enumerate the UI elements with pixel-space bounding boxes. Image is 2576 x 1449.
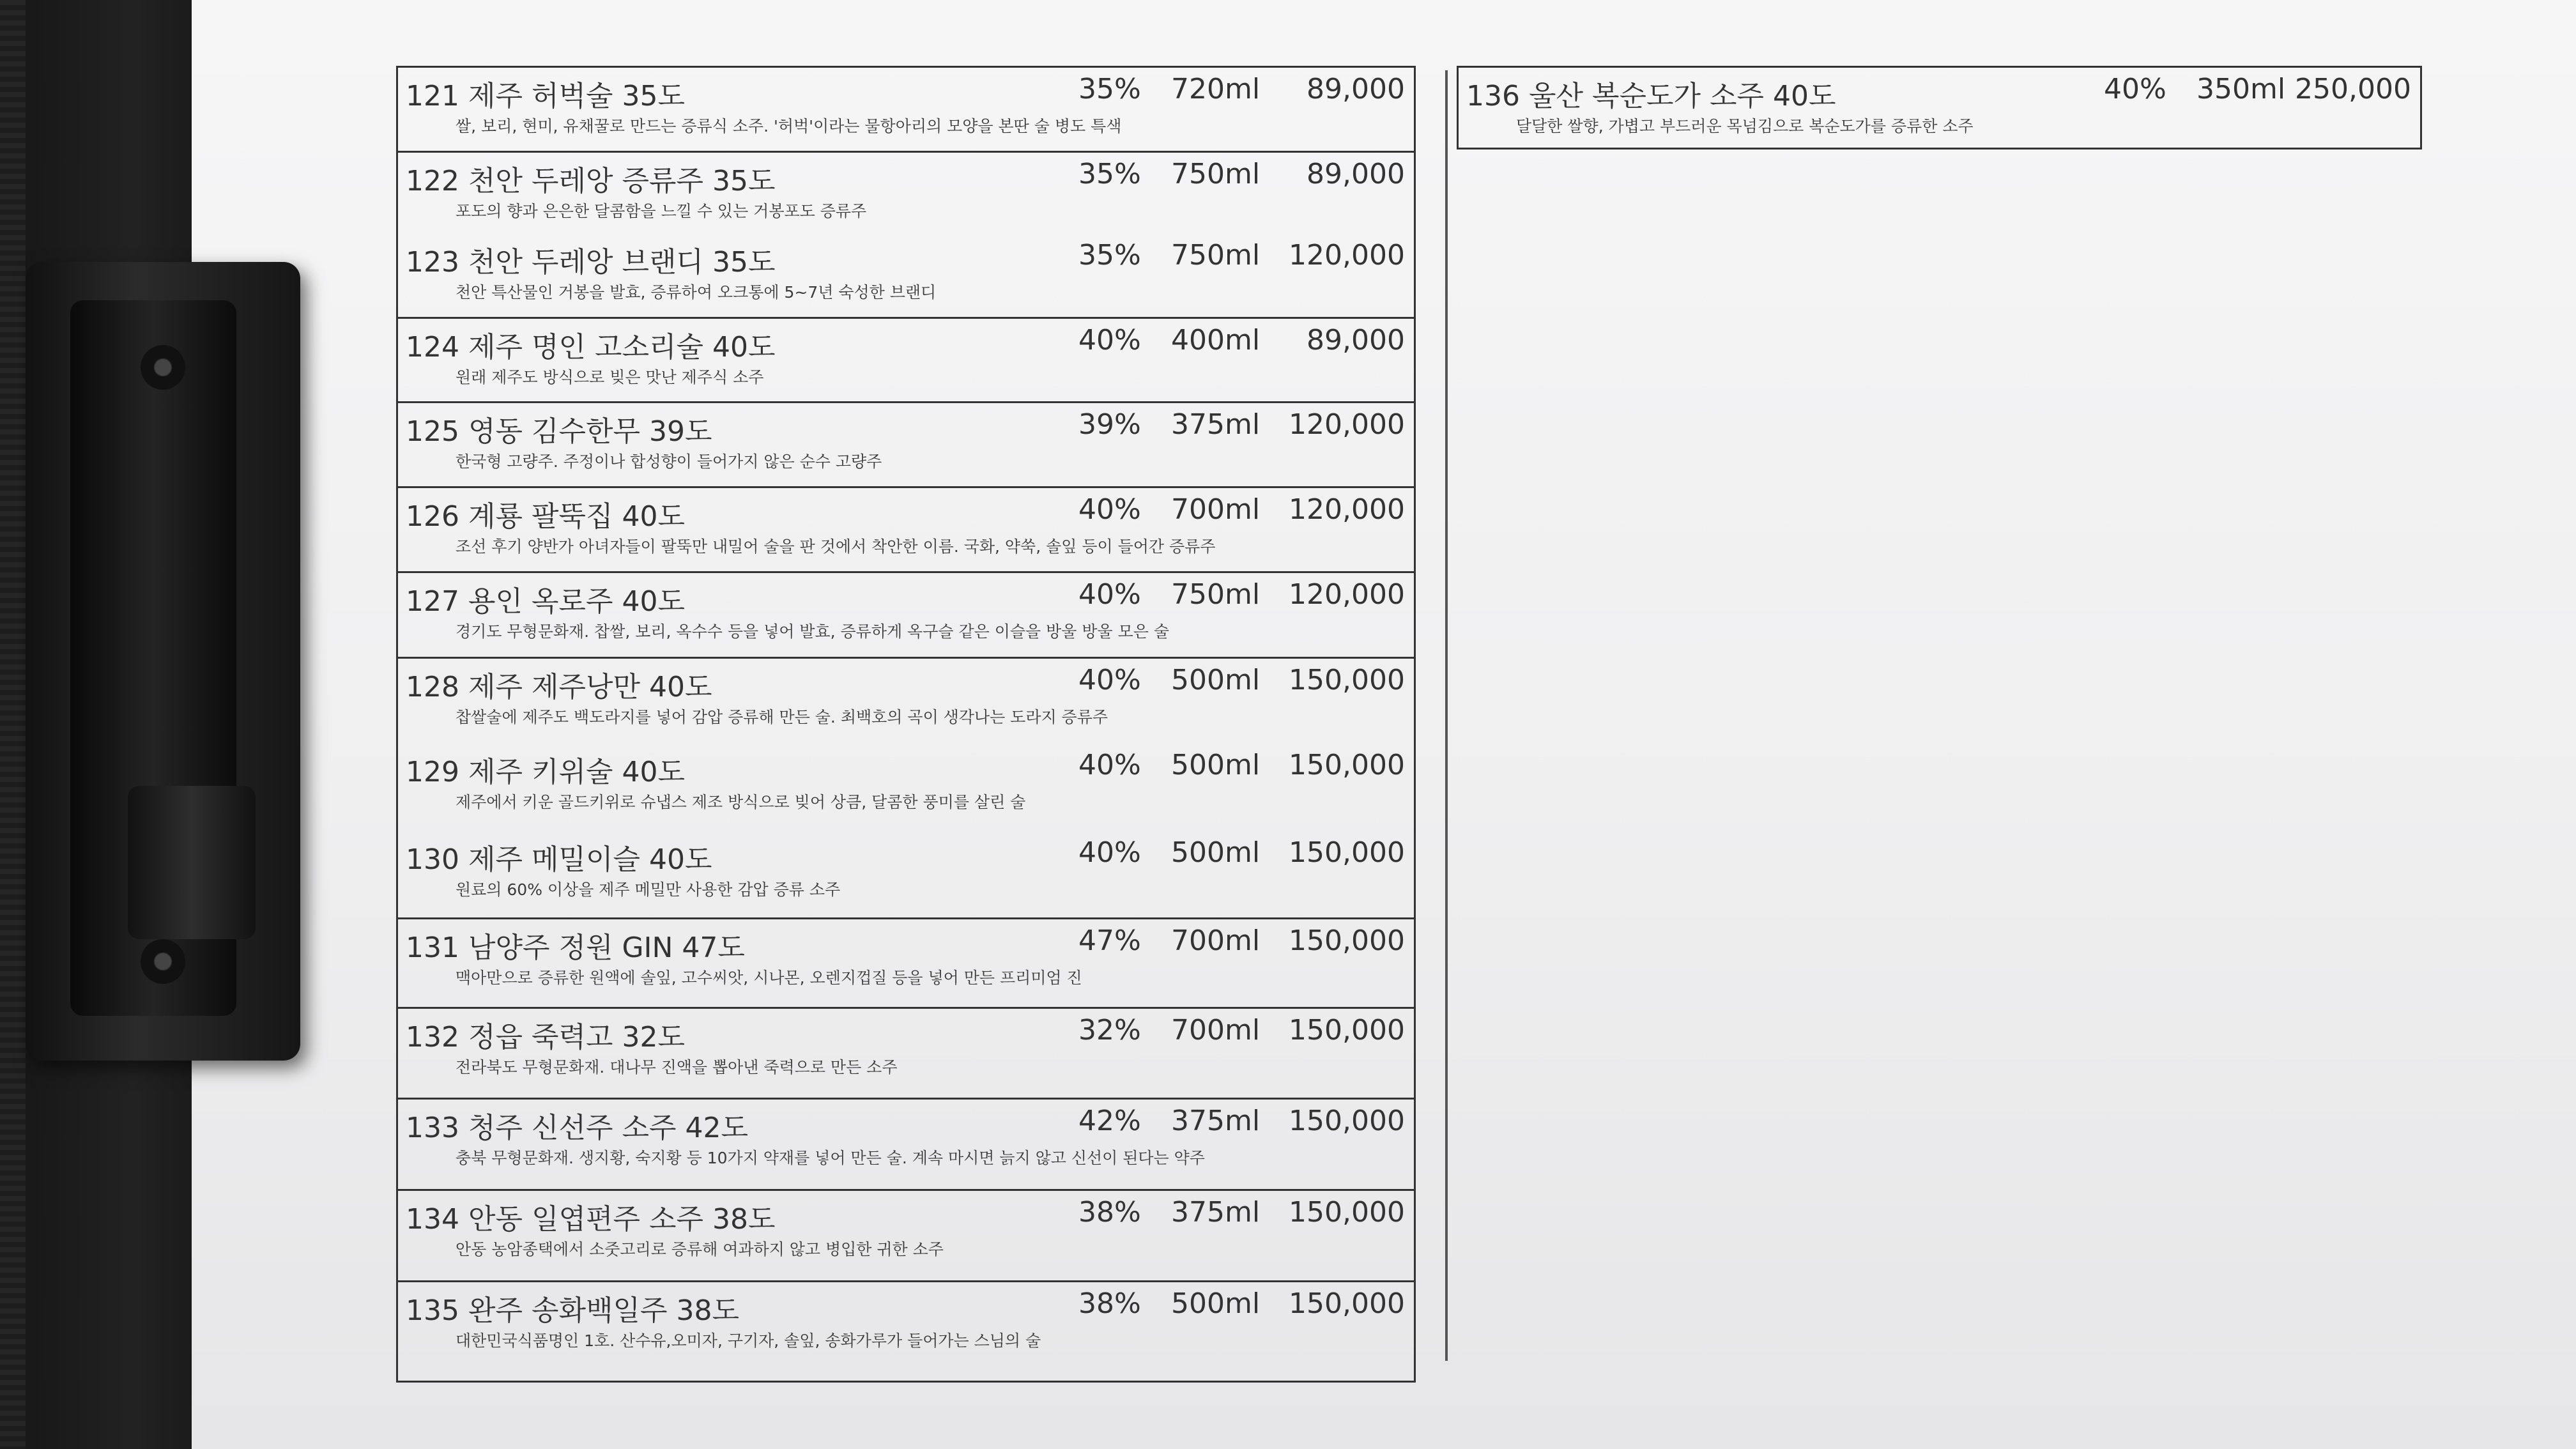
item-volume: 375ml [1171, 408, 1261, 441]
item-abv: 38% [1078, 1196, 1141, 1229]
clip-rivet-icon [141, 345, 185, 390]
item-price: 120,000 [1289, 408, 1405, 441]
menu-item-135 [398, 1280, 1414, 1350]
item-name: 136 울산 복순도가 소주 40도 [1466, 80, 1836, 112]
item-price: 89,000 [1307, 73, 1405, 105]
item-name: 121 제주 허벅술 35도 [406, 80, 685, 112]
item-description: 조선 후기 양반가 아녀자들이 팔뚝만 내밀어 술을 판 것에서 착안한 이름. 국화, 약쑥, 솔잎 등이 들어간 증류주 [456, 537, 1216, 556]
item-description: 제주에서 키운 골드키위로 슈냅스 제조 방식으로 빚어 상큼, 달콤한 풍미를 살린 술 [456, 793, 1026, 811]
menu-item-122 [398, 151, 1414, 220]
item-description: 원료의 60% 이상을 제주 메밀만 사용한 감압 증류 소주 [456, 880, 841, 899]
item-name: 135 완주 송화백일주 38도 [406, 1294, 739, 1327]
menu-list-right [1457, 66, 2422, 150]
item-abv: 40% [2104, 73, 2166, 105]
menu-item-132 [398, 1007, 1414, 1077]
item-description: 안동 농암종택에서 소줏고리로 증류해 여과하지 않고 병입한 귀한 소주 [456, 1240, 944, 1259]
item-description: 찹쌀술에 제주도 백도라지를 넣어 감압 증류해 만든 술. 최백호의 곡이 생각나는 도라지 증류주 [456, 708, 1108, 726]
item-description: 대한민국식품명인 1호. 산수유,오미자, 구기자, 솔잎, 송화가루가 들어가는 스님의 술 [456, 1331, 1041, 1350]
item-price: 150,000 [1289, 924, 1405, 957]
item-name: 134 안동 일엽편주 소주 38도 [406, 1203, 776, 1236]
item-abv: 40% [1078, 664, 1141, 696]
item-price: 120,000 [1289, 239, 1405, 272]
item-volume: 500ml [1171, 664, 1261, 696]
item-volume: 750ml [1171, 239, 1261, 272]
clipboard-clip [26, 262, 300, 1061]
item-price: 120,000 [1289, 578, 1405, 611]
menu-list-left [396, 66, 1416, 1383]
item-description: 천안 특산물인 거봉을 발효, 증류하여 오크통에 5~7년 숙성한 브랜디 [456, 283, 937, 302]
item-volume: 750ml [1171, 158, 1261, 190]
item-abv: 40% [1078, 749, 1141, 781]
item-volume: 400ml [1171, 324, 1261, 356]
menu-item-133 [398, 1098, 1414, 1167]
item-name: 132 정읍 죽력고 32도 [406, 1021, 685, 1054]
menu-item-128 [398, 657, 1414, 726]
item-abv: 40% [1078, 493, 1141, 526]
item-volume: 700ml [1171, 924, 1261, 957]
item-description: 달달한 쌀향, 가볍고 부드러운 목넘김으로 복순도가를 증류한 소주 [1516, 117, 1974, 135]
item-price: 250,000 [2295, 73, 2411, 105]
item-price: 120,000 [1289, 493, 1405, 526]
menu-item-127 [398, 571, 1414, 641]
item-abv: 42% [1078, 1105, 1141, 1137]
item-description: 포도의 향과 은은한 달콤함을 느낄 수 있는 거봉포도 증류주 [456, 202, 867, 220]
item-description: 전라북도 무형문화재. 대나무 진액을 뽑아낸 죽력으로 만든 소주 [456, 1058, 898, 1077]
item-price: 89,000 [1307, 324, 1405, 356]
item-description: 경기도 무형문화재. 찹쌀, 보리, 옥수수 등을 넣어 발효, 증류하게 옥구슬 같은 이슬을 방울 방울 모은 술 [456, 622, 1169, 641]
item-name: 125 영동 김수한무 39도 [406, 415, 712, 448]
item-abv: 35% [1078, 239, 1141, 272]
item-abv: 32% [1078, 1014, 1141, 1046]
item-abv: 35% [1078, 158, 1141, 190]
item-price: 150,000 [1289, 1196, 1405, 1229]
item-name: 126 계룡 팔뚝집 40도 [406, 500, 685, 533]
item-name: 129 제주 키위술 40도 [406, 756, 685, 788]
item-description: 한국형 고량주. 주정이나 합성향이 들어가지 않은 순수 고량주 [456, 452, 882, 471]
item-abv: 35% [1078, 73, 1141, 105]
menu-item-134 [398, 1189, 1414, 1259]
item-volume: 500ml [1171, 1287, 1261, 1320]
item-abv: 47% [1078, 924, 1141, 957]
item-name: 128 제주 제주낭만 40도 [406, 671, 712, 703]
clip-rivet-icon [141, 939, 185, 984]
item-abv: 40% [1078, 578, 1141, 611]
item-price: 150,000 [1289, 836, 1405, 869]
item-name: 124 제주 명인 고소리술 40도 [406, 331, 776, 364]
item-name: 122 천안 두레앙 증류주 35도 [406, 165, 776, 197]
item-volume: 720ml [1171, 73, 1261, 105]
clip-lever [128, 786, 256, 939]
item-description: 쌀, 보리, 현미, 유채꿀로 만드는 증류식 소주. '허벅'이라는 물항아리의 모양을 본딴 술 병도 특색 [456, 117, 1122, 135]
item-volume: 350ml [2196, 73, 2286, 105]
item-name: 127 용인 옥로주 40도 [406, 585, 685, 618]
item-price: 150,000 [1289, 1105, 1405, 1137]
item-price: 89,000 [1307, 158, 1405, 190]
item-description: 충북 무형문화재. 생지황, 숙지황 등 10가지 약재를 넣어 만든 술. 계속 마시면 늙지 않고 신선이 된다는 약주 [456, 1149, 1205, 1167]
item-price: 150,000 [1289, 1287, 1405, 1320]
item-abv: 39% [1078, 408, 1141, 441]
binder-stitching [0, 0, 26, 1449]
item-volume: 750ml [1171, 578, 1261, 611]
item-volume: 700ml [1171, 493, 1261, 526]
item-volume: 375ml [1171, 1196, 1261, 1229]
item-description: 원래 제주도 방식으로 빚은 맛난 제주식 소주 [456, 368, 764, 387]
item-price: 150,000 [1289, 664, 1405, 696]
item-name: 133 청주 신선주 소주 42도 [406, 1112, 748, 1144]
menu-item-125 [398, 401, 1414, 471]
column-divider [1445, 70, 1448, 1361]
item-name: 123 천안 두레앙 브랜디 35도 [406, 246, 776, 279]
item-abv: 40% [1078, 324, 1141, 356]
menu-item-126 [398, 486, 1414, 556]
item-abv: 38% [1078, 1287, 1141, 1320]
item-abv: 40% [1078, 836, 1141, 869]
item-name: 131 남양주 정원 GIN 47도 [406, 931, 745, 964]
item-volume: 500ml [1171, 836, 1261, 869]
item-price: 150,000 [1289, 1014, 1405, 1046]
item-description: 맥아만으로 증류한 원액에 솔잎, 고수씨앗, 시나몬, 오렌지껍질 등을 넣어 만든 프리미엄 진 [456, 969, 1082, 987]
item-volume: 375ml [1171, 1105, 1261, 1137]
menu-item-131 [398, 917, 1414, 987]
item-price: 150,000 [1289, 749, 1405, 781]
item-volume: 700ml [1171, 1014, 1261, 1046]
item-volume: 500ml [1171, 749, 1261, 781]
item-name: 130 제주 메밀이슬 40도 [406, 843, 712, 876]
menu-item-124 [398, 317, 1414, 387]
